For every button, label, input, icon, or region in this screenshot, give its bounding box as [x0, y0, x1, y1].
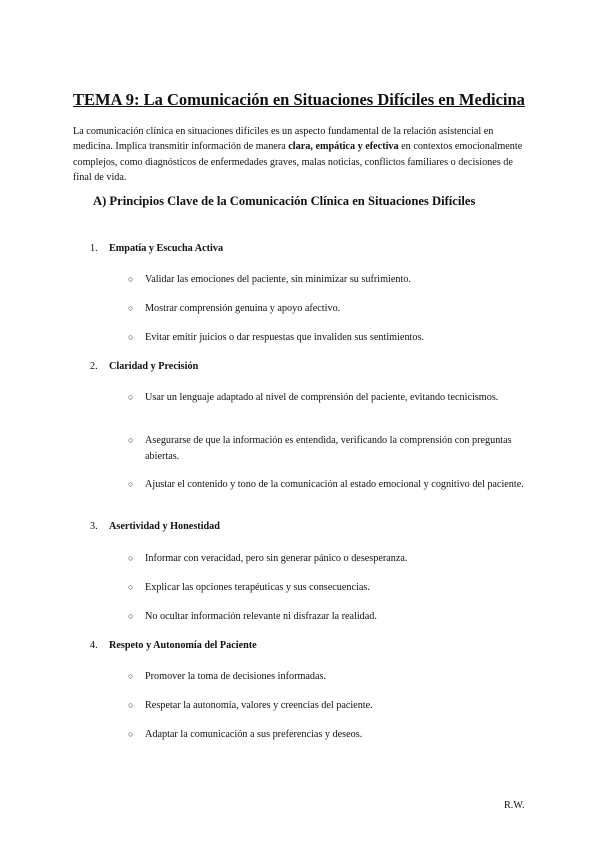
intro-bold-efectiva: efectiva	[365, 141, 399, 153]
list-item	[128, 609, 528, 625]
list-item	[128, 330, 528, 346]
item-heading: Respeto y Autonomía del Paciente	[109, 640, 257, 651]
intro-bold-separator: ,	[310, 141, 316, 153]
intro-text-end: en contextos emocionalmente complejos, como diagnósticos de enfermedades graves, malas noticias, conflictos familiares o decisiones de final de vida.	[73, 141, 523, 183]
item-number: 1.	[90, 243, 98, 254]
bullet-circle-icon: ○	[128, 729, 134, 739]
numbered-item-4	[90, 640, 257, 651]
bullet-text: Adaptar la comunicación a sus preferencias y deseos.	[145, 729, 363, 740]
author-initials: R.W.	[504, 800, 525, 811]
bullet-circle-icon: ○	[128, 553, 134, 563]
bullet-text: Promover la toma de decisiones informadas.	[145, 671, 327, 682]
page-title: TEMA 9: La Comunicación en Situaciones Difíciles en Medicina	[73, 90, 525, 109]
bullet-text: Explicar las opciones terapéuticas y sus consecuencias.	[145, 582, 370, 593]
list-item	[128, 477, 528, 493]
bullet-circle-icon: ○	[128, 582, 134, 592]
bullet-circle-icon: ○	[128, 479, 134, 489]
bullet-circle-icon: ○	[128, 392, 134, 402]
numbered-item-2	[90, 361, 198, 372]
intro-bold-clara: clara	[288, 141, 311, 153]
item-heading: Asertividad y Honestidad	[109, 521, 220, 532]
section-a-title: A) Principios Clave de la Comunicación Clínica en Situaciones Difíciles	[93, 194, 476, 208]
item-number: 4.	[90, 640, 98, 651]
list-item	[128, 698, 528, 714]
bullet-text: Mostrar comprensión genuina y apoyo afectivo.	[145, 303, 341, 314]
bullet-text: Ajustar el contenido y tono de la comunicación al estado emocional y cognitivo del paciente.	[145, 479, 524, 490]
list-item	[128, 580, 528, 596]
bullet-circle-icon: ○	[128, 671, 134, 681]
bullet-circle-icon: ○	[128, 332, 134, 342]
bullet-text: Validar las emociones del paciente, sin minimizar su sufrimiento.	[145, 274, 411, 285]
bullet-text: No ocultar información relevante ni disfrazar la realidad.	[145, 611, 377, 622]
bullet-circle-icon: ○	[128, 303, 134, 313]
item-heading: Claridad y Precisión	[109, 361, 199, 372]
item-heading: Empatía y Escucha Activa	[109, 243, 224, 254]
item-number: 2.	[90, 361, 98, 372]
list-item	[128, 301, 528, 317]
item-number: 3.	[90, 521, 98, 532]
bullet-circle-icon: ○	[128, 435, 134, 445]
bullet-text: Asegurarse de que la información es entendida, verificando la comprensión con preguntas abiertas.	[145, 435, 512, 462]
list-item	[128, 727, 528, 743]
bullet-text: Respetar la autonomía, valores y creencias del paciente.	[145, 700, 373, 711]
bullet-circle-icon: ○	[128, 700, 134, 710]
bullet-text: Usar un lenguaje adaptado al nivel de comprensión del paciente, evitando tecnicismos.	[145, 392, 499, 403]
list-item	[128, 551, 528, 567]
bullet-text: Informar con veracidad, pero sin generar pánico o desesperanza.	[145, 553, 408, 564]
list-item	[128, 272, 528, 288]
numbered-item-1	[90, 243, 223, 254]
list-item	[128, 390, 528, 406]
list-item	[128, 433, 528, 464]
bullet-text: Evitar emitir juicios o dar respuestas que invaliden sus sentimientos.	[145, 332, 424, 343]
list-item	[128, 669, 528, 685]
intro-bold-conjunction: y	[355, 141, 366, 153]
intro-paragraph	[73, 124, 533, 185]
intro-text-start: La comunicación clínica en situaciones difíciles es un aspecto fundamental de la relación asistencial en medicina. Implica transmitir información de manera	[73, 126, 494, 153]
numbered-item-3	[90, 521, 220, 532]
intro-bold-empatica: empática	[315, 141, 356, 153]
bullet-circle-icon: ○	[128, 274, 134, 284]
bullet-circle-icon: ○	[128, 611, 134, 621]
